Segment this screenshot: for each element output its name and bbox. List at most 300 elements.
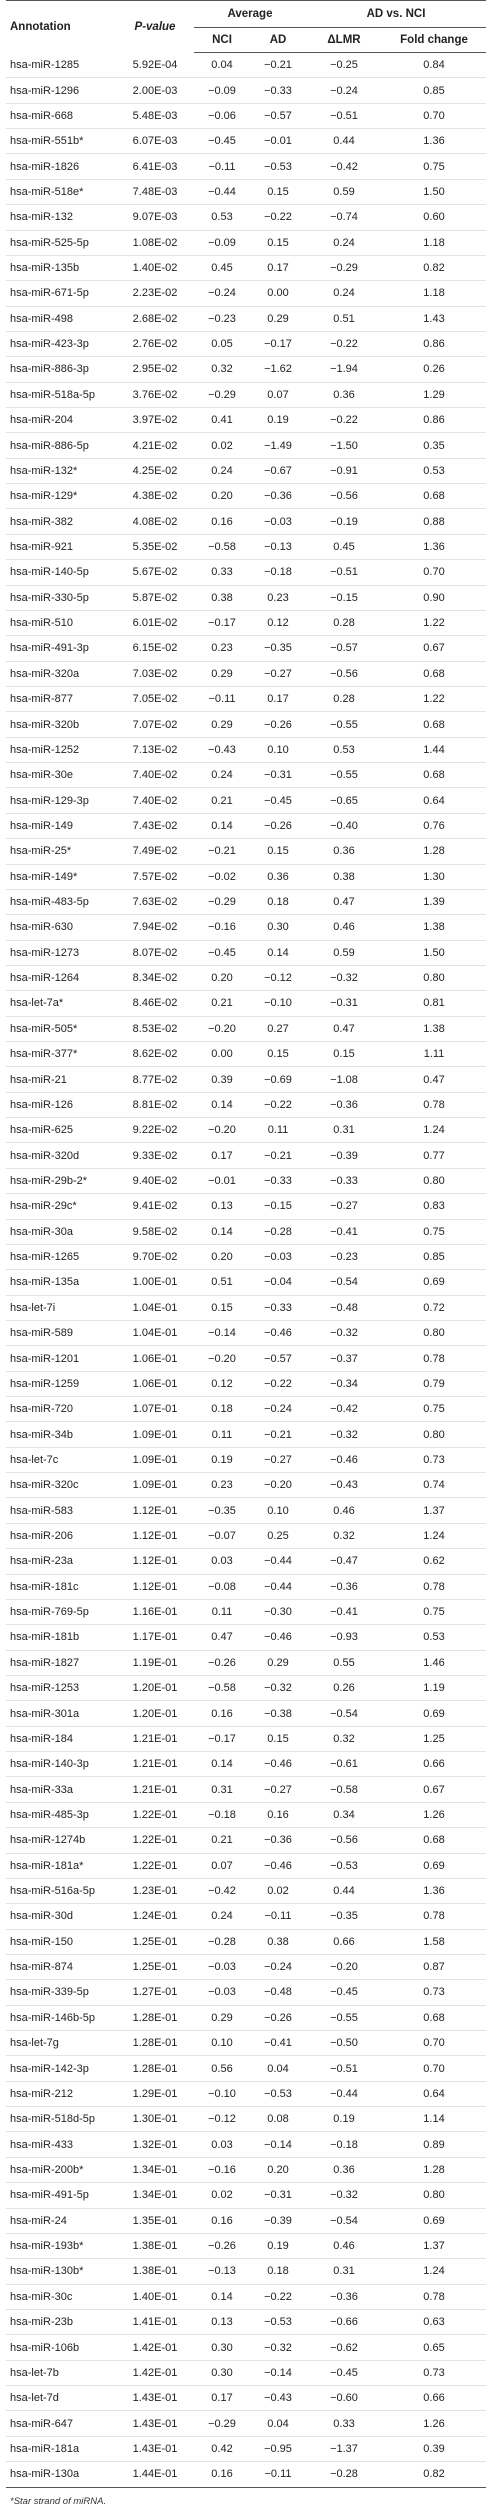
table-row: [6, 1473, 486, 1498]
table-body: [6, 53, 486, 2488]
cell-delta-lmr: −0.62: [306, 2335, 382, 2360]
cell-fold-change: 1.50: [382, 179, 486, 204]
cell-pvalue: 1.17E-01: [116, 1625, 194, 1650]
cell-pvalue: 4.38E-02: [116, 484, 194, 509]
cell-annotation: hsa-let-7b: [6, 2360, 116, 2385]
table-row: [6, 1194, 486, 1219]
cell-delta-lmr: −0.48: [306, 1295, 382, 1320]
header-delta-lmr: ΔLMR: [306, 28, 382, 53]
table-row: [6, 1954, 486, 1979]
cell-fold-change: 0.69: [382, 2208, 486, 2233]
cell-nci: −0.02: [194, 864, 250, 889]
cell-fold-change: 0.80: [382, 1320, 486, 1345]
cell-delta-lmr: −0.28: [306, 2462, 382, 2487]
cell-delta-lmr: −0.32: [306, 1320, 382, 1345]
cell-ad: 0.10: [250, 737, 306, 762]
cell-nci: 0.42: [194, 2436, 250, 2461]
cell-pvalue: 4.21E-02: [116, 433, 194, 458]
cell-fold-change: 0.63: [382, 2309, 486, 2334]
cell-ad: 0.19: [250, 408, 306, 433]
table-row: [6, 991, 486, 1016]
table-row: [6, 1777, 486, 1802]
cell-fold-change: 1.37: [382, 2233, 486, 2258]
cell-ad: −0.46: [250, 1625, 306, 1650]
table-row: [6, 1701, 486, 1726]
cell-fold-change: 0.80: [382, 1422, 486, 1447]
cell-pvalue: 1.29E-01: [116, 2081, 194, 2106]
cell-annotation: hsa-miR-132*: [6, 458, 116, 483]
cell-delta-lmr: −0.27: [306, 1194, 382, 1219]
cell-fold-change: 0.87: [382, 1954, 486, 1979]
table-row: [6, 1726, 486, 1751]
cell-pvalue: 7.07E-02: [116, 712, 194, 737]
cell-annotation: hsa-miR-30e: [6, 763, 116, 788]
cell-annotation: hsa-miR-647: [6, 2411, 116, 2436]
cell-annotation: hsa-miR-1827: [6, 1650, 116, 1675]
cell-ad: 0.04: [250, 2411, 306, 2436]
cell-delta-lmr: −0.31: [306, 991, 382, 1016]
cell-pvalue: 1.16E-01: [116, 1599, 194, 1624]
cell-annotation: hsa-miR-33a: [6, 1777, 116, 1802]
table-row: [6, 1016, 486, 1041]
cell-fold-change: 1.26: [382, 1802, 486, 1827]
cell-annotation: hsa-miR-181a: [6, 2436, 116, 2461]
cell-pvalue: 8.34E-02: [116, 965, 194, 990]
cell-annotation: hsa-miR-668: [6, 103, 116, 128]
cell-annotation: hsa-miR-206: [6, 1523, 116, 1548]
cell-fold-change: 1.38: [382, 1016, 486, 1041]
cell-nci: 0.47: [194, 1625, 250, 1650]
cell-fold-change: 0.68: [382, 484, 486, 509]
cell-delta-lmr: 0.36: [306, 2157, 382, 2182]
cell-pvalue: 2.95E-02: [116, 357, 194, 382]
cell-fold-change: 0.47: [382, 1067, 486, 1092]
cell-annotation: hsa-miR-339-5p: [6, 1980, 116, 2005]
cell-annotation: hsa-miR-135b: [6, 255, 116, 280]
cell-ad: −0.30: [250, 1599, 306, 1624]
cell-ad: −0.33: [250, 1295, 306, 1320]
cell-nci: 0.23: [194, 636, 250, 661]
table-row: [6, 839, 486, 864]
cell-pvalue: 5.87E-02: [116, 585, 194, 610]
header-nci: NCI: [194, 28, 250, 53]
cell-pvalue: 6.01E-02: [116, 610, 194, 635]
table-row: [6, 2183, 486, 2208]
cell-pvalue: 1.09E-01: [116, 1447, 194, 1472]
cell-fold-change: 1.28: [382, 2157, 486, 2182]
cell-fold-change: 0.79: [382, 1371, 486, 1396]
cell-pvalue: 9.22E-02: [116, 1118, 194, 1143]
cell-pvalue: 1.28E-01: [116, 2056, 194, 2081]
cell-delta-lmr: −0.93: [306, 1625, 382, 1650]
cell-pvalue: 7.57E-02: [116, 864, 194, 889]
cell-pvalue: 8.62E-02: [116, 1042, 194, 1067]
cell-ad: −0.04: [250, 1270, 306, 1295]
cell-annotation: hsa-miR-1826: [6, 154, 116, 179]
table-row: [6, 2335, 486, 2360]
table-row: [6, 1422, 486, 1447]
cell-ad: −0.46: [250, 1752, 306, 1777]
cell-annotation: hsa-miR-140-3p: [6, 1752, 116, 1777]
cell-pvalue: 1.27E-01: [116, 1980, 194, 2005]
cell-annotation: hsa-miR-30c: [6, 2284, 116, 2309]
cell-ad: −0.31: [250, 763, 306, 788]
cell-delta-lmr: 0.38: [306, 864, 382, 889]
cell-fold-change: 1.22: [382, 610, 486, 635]
cell-fold-change: 0.80: [382, 1168, 486, 1193]
cell-delta-lmr: −0.37: [306, 1346, 382, 1371]
table-row: [6, 1599, 486, 1624]
cell-ad: −0.11: [250, 2462, 306, 2487]
table-row: [6, 433, 486, 458]
cell-delta-lmr: 0.59: [306, 179, 382, 204]
cell-ad: −0.33: [250, 1168, 306, 1193]
cell-annotation: hsa-let-7g: [6, 2031, 116, 2056]
cell-nci: 0.30: [194, 2360, 250, 2385]
cell-ad: −1.62: [250, 357, 306, 382]
cell-fold-change: 1.26: [382, 2411, 486, 2436]
table-row: [6, 2411, 486, 2436]
cell-nci: −0.18: [194, 1802, 250, 1827]
cell-nci: 0.14: [194, 1219, 250, 1244]
cell-nci: −0.17: [194, 610, 250, 635]
cell-nci: −0.45: [194, 129, 250, 154]
cell-annotation: hsa-miR-146b-5p: [6, 2005, 116, 2030]
cell-fold-change: 0.85: [382, 78, 486, 103]
cell-ad: −0.13: [250, 534, 306, 559]
cell-ad: −0.46: [250, 1320, 306, 1345]
table-row: [6, 1067, 486, 1092]
cell-pvalue: 5.92E-04: [116, 53, 194, 78]
cell-ad: −0.24: [250, 1954, 306, 1979]
cell-annotation: hsa-miR-516a-5p: [6, 1878, 116, 1903]
cell-pvalue: 7.48E-03: [116, 179, 194, 204]
cell-nci: 0.05: [194, 331, 250, 356]
cell-annotation: hsa-miR-886-3p: [6, 357, 116, 382]
cell-pvalue: 1.25E-01: [116, 1954, 194, 1979]
table-row: [6, 1676, 486, 1701]
cell-pvalue: 9.40E-02: [116, 1168, 194, 1193]
cell-pvalue: 7.49E-02: [116, 839, 194, 864]
cell-pvalue: 9.70E-02: [116, 1244, 194, 1269]
cell-ad: 0.15: [250, 839, 306, 864]
cell-pvalue: 2.76E-02: [116, 331, 194, 356]
cell-delta-lmr: 0.26: [306, 1676, 382, 1701]
cell-pvalue: 1.12E-01: [116, 1574, 194, 1599]
cell-nci: 0.19: [194, 1447, 250, 1472]
header-ad: AD: [250, 28, 306, 53]
cell-nci: 0.21: [194, 991, 250, 1016]
cell-nci: 0.32: [194, 357, 250, 382]
cell-pvalue: 1.20E-01: [116, 1701, 194, 1726]
cell-ad: −0.43: [250, 2386, 306, 2411]
cell-nci: 0.14: [194, 2284, 250, 2309]
table-row: [6, 1295, 486, 1320]
cell-delta-lmr: −0.36: [306, 2284, 382, 2309]
cell-delta-lmr: −0.51: [306, 103, 382, 128]
cell-nci: −0.20: [194, 1118, 250, 1143]
cell-nci: −0.42: [194, 1878, 250, 1903]
cell-annotation: hsa-miR-200b*: [6, 2157, 116, 2182]
cell-fold-change: 0.88: [382, 509, 486, 534]
cell-fold-change: 0.66: [382, 2386, 486, 2411]
cell-delta-lmr: −0.23: [306, 1244, 382, 1269]
cell-pvalue: 1.24E-01: [116, 1904, 194, 1929]
table-row: [6, 940, 486, 965]
cell-ad: 0.10: [250, 1498, 306, 1523]
cell-pvalue: 8.53E-02: [116, 1016, 194, 1041]
cell-nci: −0.24: [194, 281, 250, 306]
cell-delta-lmr: −0.56: [306, 661, 382, 686]
cell-nci: 0.24: [194, 763, 250, 788]
table-row: [6, 230, 486, 255]
cell-fold-change: 0.80: [382, 965, 486, 990]
cell-pvalue: 9.07E-03: [116, 205, 194, 230]
cell-nci: 0.33: [194, 560, 250, 585]
cell-delta-lmr: 0.44: [306, 1878, 382, 1903]
cell-delta-lmr: −0.25: [306, 53, 382, 78]
cell-ad: −0.32: [250, 2335, 306, 2360]
cell-ad: −0.53: [250, 2309, 306, 2334]
cell-fold-change: 1.19: [382, 1676, 486, 1701]
cell-delta-lmr: 0.46: [306, 1498, 382, 1523]
cell-ad: 0.29: [250, 306, 306, 331]
cell-nci: −0.03: [194, 1954, 250, 1979]
cell-nci: −0.16: [194, 915, 250, 940]
cell-nci: −0.06: [194, 103, 250, 128]
table-row: [6, 1042, 486, 1067]
cell-ad: 0.15: [250, 1042, 306, 1067]
table-row: [6, 1320, 486, 1345]
cell-annotation: hsa-miR-130a: [6, 2462, 116, 2487]
cell-pvalue: 1.06E-01: [116, 1371, 194, 1396]
table-row: [6, 1270, 486, 1295]
cell-fold-change: 0.69: [382, 1853, 486, 1878]
cell-nci: −0.01: [194, 1168, 250, 1193]
cell-pvalue: 8.77E-02: [116, 1067, 194, 1092]
cell-nci: −0.11: [194, 686, 250, 711]
cell-nci: −0.28: [194, 1929, 250, 1954]
cell-delta-lmr: −0.47: [306, 1549, 382, 1574]
cell-ad: −0.22: [250, 205, 306, 230]
cell-nci: −0.10: [194, 2081, 250, 2106]
cell-delta-lmr: −0.41: [306, 1599, 382, 1624]
cell-fold-change: 0.53: [382, 1625, 486, 1650]
table-row: [6, 2462, 486, 2487]
cell-pvalue: 1.21E-01: [116, 1777, 194, 1802]
cell-ad: 0.11: [250, 1118, 306, 1143]
cell-ad: 0.15: [250, 179, 306, 204]
cell-nci: 0.29: [194, 712, 250, 737]
cell-ad: 0.04: [250, 2056, 306, 2081]
cell-annotation: hsa-miR-505*: [6, 1016, 116, 1041]
table-row: [6, 915, 486, 940]
cell-fold-change: 1.25: [382, 1726, 486, 1751]
cell-nci: −0.16: [194, 2157, 250, 2182]
cell-annotation: hsa-miR-320a: [6, 661, 116, 686]
cell-nci: 0.07: [194, 1853, 250, 1878]
cell-pvalue: 1.21E-01: [116, 1752, 194, 1777]
cell-nci: 0.13: [194, 1194, 250, 1219]
cell-delta-lmr: −0.18: [306, 2132, 382, 2157]
cell-fold-change: 0.68: [382, 661, 486, 686]
cell-pvalue: 3.76E-02: [116, 382, 194, 407]
cell-ad: −0.20: [250, 1473, 306, 1498]
cell-delta-lmr: −0.53: [306, 1853, 382, 1878]
cell-nci: −0.23: [194, 306, 250, 331]
cell-delta-lmr: −1.50: [306, 433, 382, 458]
cell-delta-lmr: 0.31: [306, 1118, 382, 1143]
cell-fold-change: 0.39: [382, 2436, 486, 2461]
cell-ad: −0.22: [250, 2284, 306, 2309]
table-row: [6, 2309, 486, 2334]
cell-annotation: hsa-miR-483-5p: [6, 889, 116, 914]
cell-pvalue: 1.40E-02: [116, 255, 194, 280]
table-row: [6, 1118, 486, 1143]
cell-pvalue: 1.34E-01: [116, 2183, 194, 2208]
cell-ad: −0.21: [250, 1422, 306, 1447]
cell-pvalue: 1.43E-01: [116, 2386, 194, 2411]
cell-pvalue: 1.25E-01: [116, 1929, 194, 1954]
cell-delta-lmr: 0.45: [306, 534, 382, 559]
cell-fold-change: 0.82: [382, 255, 486, 280]
cell-ad: −0.41: [250, 2031, 306, 2056]
table-row: [6, 712, 486, 737]
cell-fold-change: 1.36: [382, 1878, 486, 1903]
table-row: [6, 255, 486, 280]
table-row: [6, 1397, 486, 1422]
cell-ad: −0.03: [250, 1244, 306, 1269]
table-row: [6, 2233, 486, 2258]
cell-annotation: hsa-miR-320b: [6, 712, 116, 737]
cell-annotation: hsa-miR-21: [6, 1067, 116, 1092]
cell-delta-lmr: −0.36: [306, 1574, 382, 1599]
cell-ad: −0.48: [250, 1980, 306, 2005]
cell-delta-lmr: 0.24: [306, 230, 382, 255]
cell-ad: 0.07: [250, 382, 306, 407]
table-row: [6, 2259, 486, 2284]
cell-ad: −0.26: [250, 813, 306, 838]
cell-delta-lmr: −0.42: [306, 154, 382, 179]
cell-delta-lmr: 0.31: [306, 2259, 382, 2284]
cell-delta-lmr: −0.45: [306, 2360, 382, 2385]
cell-pvalue: 1.04E-01: [116, 1295, 194, 1320]
cell-pvalue: 1.19E-01: [116, 1650, 194, 1675]
cell-nci: 0.23: [194, 1473, 250, 1498]
cell-fold-change: 1.18: [382, 230, 486, 255]
cell-fold-change: 0.75: [382, 1219, 486, 1244]
cell-fold-change: 0.62: [382, 1549, 486, 1574]
cell-annotation: hsa-miR-135a: [6, 1270, 116, 1295]
cell-pvalue: 9.33E-02: [116, 1143, 194, 1168]
cell-pvalue: 7.43E-02: [116, 813, 194, 838]
cell-fold-change: 0.78: [382, 2284, 486, 2309]
cell-annotation: hsa-miR-525-5p: [6, 230, 116, 255]
cell-pvalue: 2.23E-02: [116, 281, 194, 306]
cell-pvalue: 1.22E-01: [116, 1828, 194, 1853]
cell-annotation: hsa-miR-491-3p: [6, 636, 116, 661]
table-row: [6, 864, 486, 889]
cell-annotation: hsa-let-7a*: [6, 991, 116, 1016]
cell-delta-lmr: −0.33: [306, 1168, 382, 1193]
cell-annotation: hsa-miR-720: [6, 1397, 116, 1422]
table-row: [6, 1752, 486, 1777]
cell-pvalue: 1.38E-01: [116, 2259, 194, 2284]
cell-annotation: hsa-miR-30a: [6, 1219, 116, 1244]
cell-ad: 0.02: [250, 1878, 306, 1903]
table-row: [6, 889, 486, 914]
cell-pvalue: 1.23E-01: [116, 1878, 194, 1903]
cell-pvalue: 1.22E-01: [116, 1853, 194, 1878]
table-row: [6, 1143, 486, 1168]
table-row: [6, 382, 486, 407]
cell-annotation: hsa-miR-921: [6, 534, 116, 559]
cell-ad: −0.46: [250, 1853, 306, 1878]
cell-fold-change: 0.70: [382, 2031, 486, 2056]
cell-fold-change: 1.44: [382, 737, 486, 762]
cell-delta-lmr: 0.44: [306, 129, 382, 154]
cell-pvalue: 1.07E-01: [116, 1397, 194, 1422]
cell-nci: −0.20: [194, 1346, 250, 1371]
cell-fold-change: 0.78: [382, 1904, 486, 1929]
cell-pvalue: 1.20E-01: [116, 1676, 194, 1701]
header-ad-vs-nci: AD vs. NCI: [306, 1, 486, 28]
cell-nci: −0.58: [194, 1676, 250, 1701]
cell-nci: 0.12: [194, 1371, 250, 1396]
cell-annotation: hsa-miR-1201: [6, 1346, 116, 1371]
cell-ad: 0.20: [250, 2157, 306, 2182]
cell-ad: −0.18: [250, 560, 306, 585]
cell-ad: 0.23: [250, 585, 306, 610]
cell-ad: −0.45: [250, 788, 306, 813]
cell-fold-change: 0.84: [382, 53, 486, 78]
cell-ad: −0.32: [250, 1676, 306, 1701]
cell-ad: −0.14: [250, 2132, 306, 2157]
cell-delta-lmr: −0.46: [306, 1447, 382, 1472]
cell-annotation: hsa-miR-377*: [6, 1042, 116, 1067]
table-row: [6, 408, 486, 433]
cell-pvalue: 1.12E-01: [116, 1549, 194, 1574]
cell-nci: 0.16: [194, 2208, 250, 2233]
cell-ad: 0.27: [250, 1016, 306, 1041]
table-row: [6, 2284, 486, 2309]
cell-delta-lmr: −0.54: [306, 1701, 382, 1726]
cell-ad: −0.10: [250, 991, 306, 1016]
cell-ad: 0.30: [250, 915, 306, 940]
cell-delta-lmr: 0.47: [306, 1016, 382, 1041]
table-row: [6, 686, 486, 711]
cell-nci: 0.45: [194, 255, 250, 280]
cell-delta-lmr: −0.55: [306, 763, 382, 788]
cell-nci: −0.07: [194, 1523, 250, 1548]
cell-fold-change: 0.70: [382, 103, 486, 128]
table-row: [6, 2081, 486, 2106]
cell-annotation: hsa-miR-142-3p: [6, 2056, 116, 2081]
cell-fold-change: 1.58: [382, 1929, 486, 1954]
table-row: [6, 1929, 486, 1954]
cell-pvalue: 1.34E-01: [116, 2157, 194, 2182]
cell-ad: −0.27: [250, 1777, 306, 1802]
cell-delta-lmr: −0.58: [306, 1777, 382, 1802]
cell-fold-change: 1.24: [382, 1523, 486, 1548]
table-row: [6, 2132, 486, 2157]
cell-annotation: hsa-miR-583: [6, 1498, 116, 1523]
cell-fold-change: 0.78: [382, 1574, 486, 1599]
cell-nci: 0.29: [194, 661, 250, 686]
cell-delta-lmr: −0.20: [306, 1954, 382, 1979]
cell-fold-change: 1.30: [382, 864, 486, 889]
cell-delta-lmr: 0.28: [306, 686, 382, 711]
